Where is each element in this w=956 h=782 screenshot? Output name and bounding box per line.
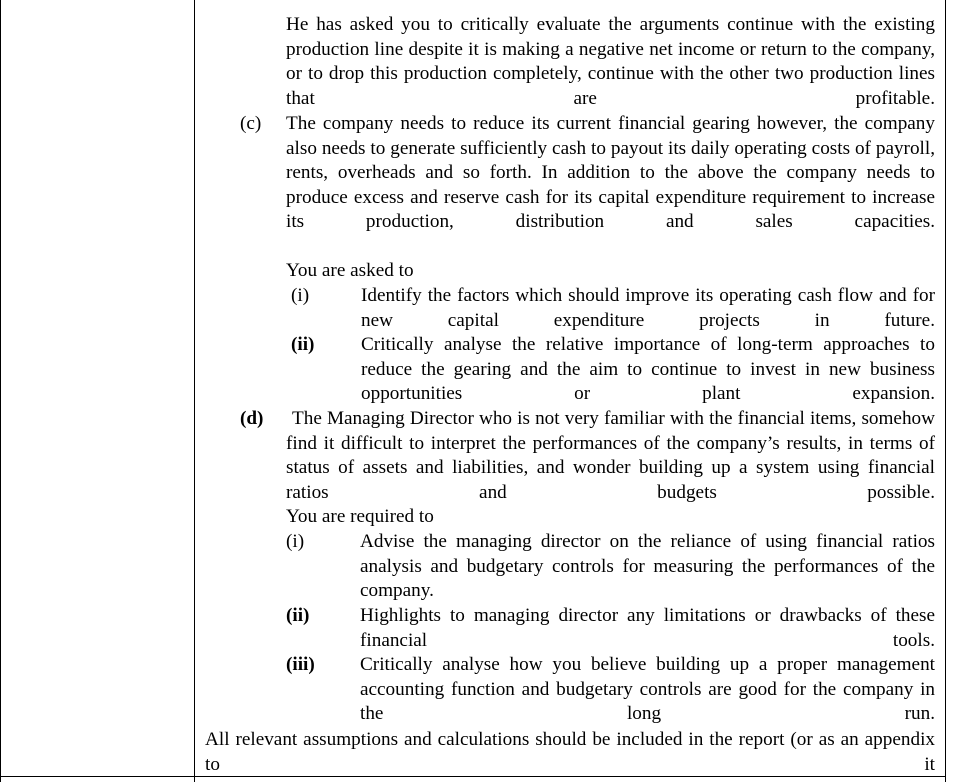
table-column-divider xyxy=(194,0,195,782)
closing-instruction: All relevant assumptions and calculations should be included in the report (or as an appendix to it xyxy=(205,729,935,775)
part-d-item-iii-text: Critically analyse how you believe building up a proper management accounting function and budgetary controls are good for the company in the long run. xyxy=(360,654,935,725)
part-d-item-i-text: Advise the managing director on the reliance of using financial ratios analysis and budgetary controls for measuring the performances of the company. xyxy=(360,531,935,602)
part-d-text: The Managing Director who is not very familiar with the financial items, somehow find it difficult to interpret the performances of the company’s results, in terms of status of assets and liabilities, and wonder building up a system using financial ratios and budgets possible. xyxy=(286,408,935,503)
table-border-right xyxy=(945,0,946,782)
part-c-item-i-label: (i) xyxy=(291,285,310,306)
table-border-left xyxy=(0,0,1,782)
continued-paragraph: He has asked you to critically evaluate the arguments continue with the existing production line despite it is making a negative net income or return to the company, or to drop this production completely, continue with the other two production lines that are profitable. xyxy=(286,14,935,109)
part-c-item-ii-label: (ii) xyxy=(291,334,315,355)
part-d-label: (d) xyxy=(240,408,264,429)
part-d-item-i-label: (i) xyxy=(286,531,305,552)
part-c-item-ii-text: Critically analyse the relative importance of long-term approaches to reduce the gearing and the aim to continue to invest in new business opportunities or plant expansion. xyxy=(361,334,935,405)
part-d-item-iii-label: (iii) xyxy=(286,654,315,675)
part-c-text: The company needs to reduce its current financial gearing however, the company also needs to generate sufficiently cash to payout its daily operating costs of payroll, rents, overheads and so forth. In addition to the above the company needs to produce excess and reserve cash for its capital expenditure requirement to increase its production, distribution and sales capacities. xyxy=(286,113,935,233)
part-d-item-ii-text: Highlights to managing director any limitations or drawbacks of these financial tools. xyxy=(360,605,935,651)
part-d-item-ii-label: (ii) xyxy=(286,605,310,626)
part-d-intro: You are required to xyxy=(286,506,434,527)
part-c-intro: You are asked to xyxy=(286,260,414,281)
part-c-item-i-text: Identify the factors which should improve its operating cash flow and for new capital expenditure projects in future. xyxy=(361,285,935,331)
part-c-label: (c) xyxy=(240,113,262,134)
